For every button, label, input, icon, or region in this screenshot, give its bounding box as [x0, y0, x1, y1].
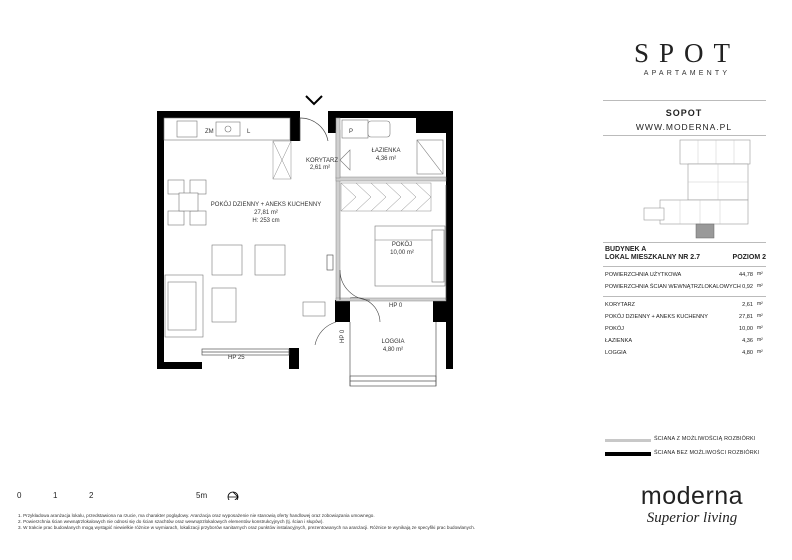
building-key-plan — [640, 136, 760, 240]
label-l: L — [247, 129, 251, 135]
summary-value: 44,78 — [739, 272, 753, 278]
room-unit: m² — [757, 337, 763, 343]
scale-tick-2: 2 — [89, 491, 94, 500]
brand-subtitle: APARTAMENTY — [643, 70, 731, 77]
floor-level: POZIOM 2 — [732, 254, 766, 261]
label-loggia-name: LOGGIA — [381, 339, 405, 345]
label-room-name: POKÓJ — [391, 242, 413, 248]
label-living-height: H: 253 cm — [252, 218, 280, 224]
room-value: 10,00 — [739, 326, 753, 332]
divider — [603, 100, 766, 101]
room-unit: m² — [757, 349, 763, 355]
label-room-area: 10,00 m² — [390, 250, 414, 256]
room-label: ŁAZIENKA — [605, 338, 633, 344]
bedroom-wardrobe — [341, 183, 431, 211]
label-bath-name: ŁAZIENKA — [371, 148, 401, 154]
building-label: BUDYNEK A — [605, 246, 647, 253]
developer-logo: moderna — [640, 482, 744, 510]
label-living-name: POKÓJ DZIENNY + ANEKS KUCHENNY — [210, 202, 322, 208]
summary-value: 0,92 — [742, 284, 753, 290]
room-value: 4,80 — [742, 350, 753, 356]
divider — [603, 266, 766, 267]
label-p: P — [349, 129, 354, 135]
wardrobe — [273, 141, 291, 179]
footnote-2: 2. Powierzchnia ścian wewnątrzlokalowych nie odnosi się do ścian szachtów oraz wewnątrzlokalowych elementów konstrukcyjnych (tj. ścian i słupów). — [18, 519, 324, 525]
highlighted-unit — [696, 224, 714, 238]
legend-swatch-partition — [605, 439, 651, 442]
room-label: POKÓJ — [605, 326, 624, 332]
summary-unit: m² — [757, 283, 763, 289]
room-label: KORYTARZ — [605, 302, 635, 308]
label-corridor-area: 2,61 m² — [309, 165, 331, 171]
room-label: LOGGIA — [605, 350, 627, 356]
room-value: 27,81 — [739, 314, 753, 320]
label-hp0-a: HP 0 — [389, 303, 403, 309]
brand-logo: SPOT — [633, 38, 741, 68]
summary-label: POWIERZCHNIA UŻYTKOWA — [605, 272, 682, 278]
footnote-1: 1. Przykładowa aranżacja lokalu, przedstawiona na rzucie, ma charakter poglądowy. Aranżacja oraz wyposażenie nie stanowią oferty handlowej oraz zobowiązania umownego. — [18, 513, 375, 518]
legend-swatch-wall — [605, 452, 651, 456]
room-unit: m² — [757, 313, 763, 319]
label-corridor-name: KORYTARZ — [305, 158, 339, 164]
footnotes — [18, 513, 608, 532]
entrance — [300, 96, 328, 141]
website-link[interactable]: WWW.MODERNA.PL — [635, 122, 733, 132]
developer-tagline: Superior living — [646, 510, 738, 526]
summary-unit: m² — [757, 271, 763, 277]
room-unit: m² — [757, 301, 763, 307]
footnote-3: 3. W trakcie prac budowlanych mogą wystąpić niewielkie różnice w wymiarach, lokalizacji przyborów sanitarnych oraz punktów instalacyjnych, prezentowanych na aranżacji. Różnice te wynikają ze specyfiki prac budowlanych. — [18, 525, 476, 531]
label-hp0-b: HP 0 — [340, 329, 346, 343]
room-label: POKÓJ DZIENNY + ANEKS KUCHENNY — [605, 314, 708, 320]
label-loggia-area: 4,80 m² — [382, 347, 404, 353]
room-unit: m² — [757, 325, 763, 331]
room-value: 4,36 — [742, 338, 753, 344]
label-hp25: HP 25 — [228, 355, 245, 361]
north-icon — [228, 492, 238, 500]
kitchen-counter — [164, 118, 290, 140]
legend-wall-label: ŚCIANA BEZ MOŻLIWOŚCI ROZBIÓRKI — [654, 450, 760, 456]
scale-tick-1: 1 — [53, 491, 58, 500]
label-zm: ZM — [205, 129, 214, 135]
divider — [603, 242, 766, 243]
bed — [375, 226, 445, 286]
label-living-area: 27,81 m² — [254, 210, 278, 216]
divider — [603, 296, 766, 297]
scale-tick-0: 0 — [17, 491, 22, 500]
city-name: SOPOT — [665, 108, 703, 118]
label-bath-area: 4,36 m² — [375, 156, 397, 162]
summary-label: POWIERZCHNIA ŚCIAN WEWNĄTRZLOKALOWYCH — [605, 284, 741, 290]
bedroom-door — [327, 255, 370, 300]
unit-number: LOKAL MIESZKALNY NR 2.7 — [605, 254, 701, 261]
legend-partition-label: ŚCIANA Z MOŻLIWOŚCIĄ ROZBIÓRKI — [654, 436, 756, 442]
unit-heading — [605, 246, 700, 262]
scale-tick-5m: 5m — [196, 491, 208, 500]
room-value: 2,61 — [742, 302, 753, 308]
